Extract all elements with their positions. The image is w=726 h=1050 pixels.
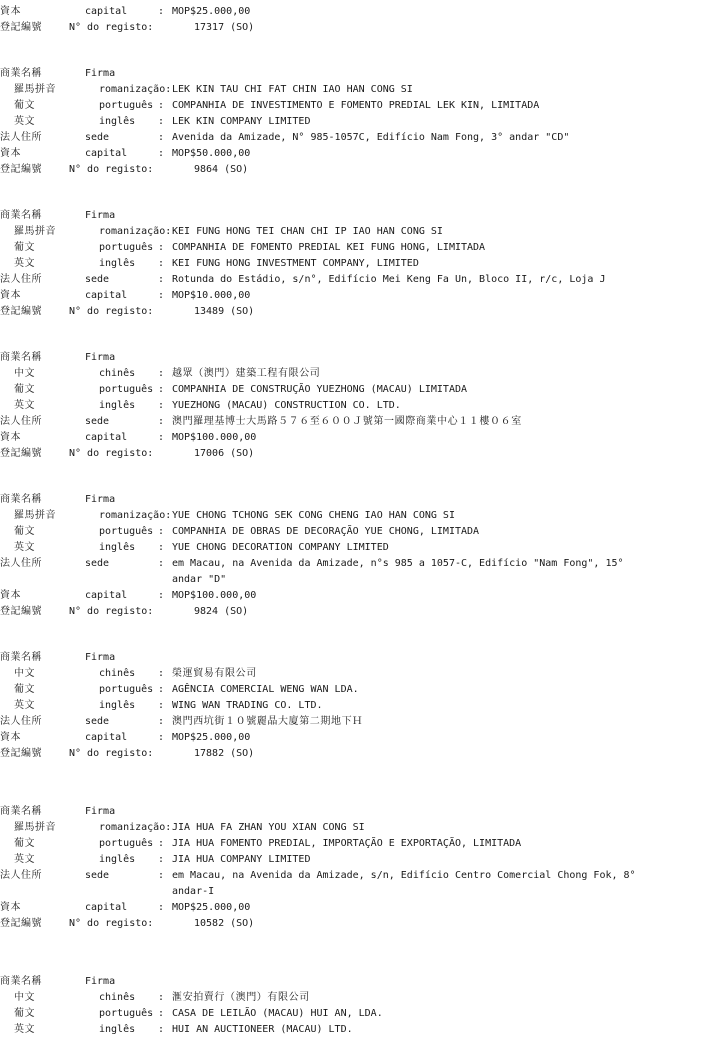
portugues-value: JIA HUA FOMENTO PREDIAL, IMPORTAÇÃO E EXPORTAÇÃO, LIMITADA <box>172 838 522 849</box>
portugues-label-cjk: 葡文 <box>14 1008 35 1019</box>
registo-label-cjk: 登記編號 <box>0 306 42 317</box>
colon: : <box>158 854 165 865</box>
romanizacao-label-cjk: 羅馬拼音 <box>14 226 56 237</box>
chines-row <box>0 990 726 1006</box>
colon: : <box>158 590 165 601</box>
sede-label: sede <box>85 274 110 285</box>
registo-row <box>0 446 726 462</box>
chines-label-cjk: 中文 <box>14 992 35 1003</box>
registo-label: N° do registo: <box>69 606 154 617</box>
chines-label: chinês <box>99 992 136 1003</box>
romanizacao-row <box>0 224 726 240</box>
firma-label: Firma <box>85 68 116 79</box>
capital-label: capital <box>85 590 128 601</box>
capital-value: MOP$25.000,00 <box>172 902 251 913</box>
firma-label: Firma <box>85 806 116 817</box>
ingles-value: LEK KIN COMPANY LIMITED <box>172 116 311 127</box>
chines-label: chinês <box>99 668 136 679</box>
capital-row <box>0 730 726 746</box>
portugues-label: português <box>99 242 154 253</box>
sede-value: Rotunda do Estádio, s/n°, Edifício Mei Keng Fa Un, Bloco II, r/c, Loja J <box>172 274 606 285</box>
sede-label: sede <box>85 870 110 881</box>
ingles-row <box>0 540 726 556</box>
capital-label-cjk: 資本 <box>0 590 21 601</box>
portugues-label: português <box>99 1008 154 1019</box>
colon: : <box>158 558 165 569</box>
firma-label-cjk: 商業名稱 <box>0 976 42 987</box>
sede-row <box>0 272 726 288</box>
capital-label: capital <box>85 902 128 913</box>
capital-label: capital <box>85 732 128 743</box>
registo-label: N° do registo: <box>69 22 154 33</box>
capital-row <box>0 900 726 916</box>
portugues-label: português <box>99 526 154 537</box>
romanizacao-value: JIA HUA FA ZHAN YOU XIAN CONG SI <box>172 822 365 833</box>
ingles-row <box>0 398 726 414</box>
ingles-row <box>0 114 726 130</box>
chines-label: chinês <box>99 368 136 379</box>
sede-row <box>0 556 726 572</box>
registo-value: 17006 (SO) <box>194 448 255 459</box>
ingles-value: YUEZHONG (MACAU) CONSTRUCTION CO. LTD. <box>172 400 401 411</box>
ingles-label: inglês <box>99 854 136 865</box>
colon: : <box>158 526 165 537</box>
company-entry <box>0 350 726 462</box>
colon: : <box>158 838 165 849</box>
colon: : <box>158 700 165 711</box>
firma-label-cjk: 商業名稱 <box>0 806 42 817</box>
portugues-value: COMPANHIA DE INVESTIMENTO E FOMENTO PREDIAL LEK KIN, LIMITADA <box>172 100 540 111</box>
chines-value: 榮運貿易有限公司 <box>172 668 257 679</box>
firma-label-cjk: 商業名稱 <box>0 210 42 221</box>
chines-label-cjk: 中文 <box>14 668 35 679</box>
portugues-row <box>0 240 726 256</box>
company-entry <box>0 208 726 320</box>
capital-row <box>0 288 726 304</box>
ingles-label-cjk: 英文 <box>14 258 35 269</box>
capital-label-cjk: 資本 <box>0 432 21 443</box>
chines-value: 越眾（澳門）建築工程有限公司 <box>172 368 321 379</box>
sede-label: sede <box>85 558 110 569</box>
capital-row <box>0 430 726 446</box>
ingles-label: inglês <box>99 116 136 127</box>
romanizacao-label-cjk: 羅馬拼音 <box>14 510 56 521</box>
portugues-label: português <box>99 838 154 849</box>
sede-label-cjk: 法人住所 <box>0 870 42 881</box>
ingles-row <box>0 852 726 868</box>
capital-label-cjk: 資本 <box>0 902 21 913</box>
sede-row <box>0 414 726 430</box>
portugues-value: CASA DE LEILÃO (MACAU) HUI AN, LDA. <box>172 1008 383 1019</box>
portugues-label-cjk: 葡文 <box>14 838 35 849</box>
portugues-value: COMPANHIA DE OBRAS DE DECORAÇÃO YUE CHONG, LIMITADA <box>172 526 480 537</box>
firma-row <box>0 350 726 366</box>
registo-value: 13489 (SO) <box>194 306 255 317</box>
firma-label-cjk: 商業名稱 <box>0 352 42 363</box>
capital-label: capital <box>85 432 128 443</box>
portugues-label-cjk: 葡文 <box>14 100 35 111</box>
firma-label-cjk: 商業名稱 <box>0 68 42 79</box>
sede-label: sede <box>85 132 110 143</box>
capital-value: MOP$25.000,00 <box>172 6 251 17</box>
colon: : <box>158 290 165 301</box>
registo-label-cjk: 登記編號 <box>0 448 42 459</box>
capital-label-cjk: 資本 <box>0 732 21 743</box>
capital-row <box>0 588 726 604</box>
chines-label-cjk: 中文 <box>14 368 35 379</box>
sede-label-cjk: 法人住所 <box>0 416 42 427</box>
sede-value-continuation: andar-I <box>172 886 215 897</box>
colon: : <box>158 668 165 679</box>
colon: : <box>158 992 165 1003</box>
capital-row <box>0 146 726 162</box>
sede-value: 澳門羅理基博士大馬路５７６至６００Ｊ號第一國際商業中心１１樓０６室 <box>172 416 522 427</box>
romanizacao-row <box>0 508 726 524</box>
colon: : <box>158 116 165 127</box>
registo-label: N° do registo: <box>69 448 154 459</box>
capital-value: MOP$100.000,00 <box>172 590 257 601</box>
colon: : <box>158 132 165 143</box>
registo-row <box>0 20 726 36</box>
ingles-label-cjk: 英文 <box>14 700 35 711</box>
portugues-row <box>0 98 726 114</box>
capital-row <box>0 4 726 20</box>
capital-label: capital <box>85 148 128 159</box>
capital-label-cjk: 資本 <box>0 6 21 17</box>
colon: : <box>158 400 165 411</box>
sede-label-cjk: 法人住所 <box>0 274 42 285</box>
capital-label-cjk: 資本 <box>0 290 21 301</box>
firma-row <box>0 492 726 508</box>
registo-label: N° do registo: <box>69 306 154 317</box>
registo-label: N° do registo: <box>69 164 154 175</box>
ingles-label: inglês <box>99 1024 136 1035</box>
ingles-row <box>0 256 726 272</box>
ingles-value: KEI FUNG HONG INVESTMENT COMPANY, LIMITED <box>172 258 419 269</box>
colon: : <box>158 902 165 913</box>
sede-row <box>0 130 726 146</box>
romanizacao-label: romanização: <box>99 510 172 521</box>
colon: : <box>158 148 165 159</box>
ingles-value: HUI AN AUCTIONEER (MACAU) LTD. <box>172 1024 353 1035</box>
colon: : <box>158 368 165 379</box>
ingles-label: inglês <box>99 700 136 711</box>
capital-value: MOP$50.000,00 <box>172 148 251 159</box>
sede-label-cjk: 法人住所 <box>0 716 42 727</box>
sede-label: sede <box>85 416 110 427</box>
ingles-label-cjk: 英文 <box>14 542 35 553</box>
sede-value-continuation: andar "D" <box>172 574 227 585</box>
portugues-label: português <box>99 684 154 695</box>
sede-label: sede <box>85 716 110 727</box>
sede-label-cjk: 法人住所 <box>0 132 42 143</box>
sede-continuation-row <box>0 572 726 588</box>
registo-label-cjk: 登記編號 <box>0 606 42 617</box>
firma-label: Firma <box>85 976 116 987</box>
registo-value: 17882 (SO) <box>194 748 255 759</box>
portugues-label-cjk: 葡文 <box>14 384 35 395</box>
sede-row <box>0 714 726 730</box>
registo-row <box>0 304 726 320</box>
sede-label-cjk: 法人住所 <box>0 558 42 569</box>
firma-label-cjk: 商業名稱 <box>0 494 42 505</box>
romanizacao-label: romanização: <box>99 84 172 95</box>
colon: : <box>158 100 165 111</box>
registo-value: 9864 (SO) <box>194 164 249 175</box>
ingles-label: inglês <box>99 400 136 411</box>
portugues-label-cjk: 葡文 <box>14 684 35 695</box>
chines-value: 滙安拍賣行（澳門）有限公司 <box>172 992 310 1003</box>
chines-row <box>0 366 726 382</box>
capital-label: capital <box>85 290 128 301</box>
romanizacao-row <box>0 820 726 836</box>
capital-value: MOP$100.000,00 <box>172 432 257 443</box>
company-entry <box>0 492 726 620</box>
portugues-value: COMPANHIA DE CONSTRUÇÃO YUEZHONG (MACAU) LIMITADA <box>172 384 468 395</box>
registo-row <box>0 604 726 620</box>
registo-label-cjk: 登記編號 <box>0 748 42 759</box>
capital-value: MOP$10.000,00 <box>172 290 251 301</box>
firma-label: Firma <box>85 652 116 663</box>
romanizacao-label-cjk: 羅馬拼音 <box>14 84 56 95</box>
capital-value: MOP$25.000,00 <box>172 732 251 743</box>
ingles-label-cjk: 英文 <box>14 400 35 411</box>
portugues-row <box>0 1006 726 1022</box>
registo-value: 10582 (SO) <box>194 918 255 929</box>
ingles-value: YUE CHONG DECORATION COMPANY LIMITED <box>172 542 389 553</box>
registo-value: 9824 (SO) <box>194 606 249 617</box>
registo-label-cjk: 登記編號 <box>0 22 42 33</box>
firma-label: Firma <box>85 494 116 505</box>
registo-label: N° do registo: <box>69 918 154 929</box>
colon: : <box>158 684 165 695</box>
registo-value: 17317 (SO) <box>194 22 255 33</box>
romanizacao-label: romanização: <box>99 226 172 237</box>
company-entry <box>0 650 726 762</box>
company-entry <box>0 66 726 178</box>
portugues-label-cjk: 葡文 <box>14 526 35 537</box>
colon: : <box>158 416 165 427</box>
firma-label-cjk: 商業名稱 <box>0 652 42 663</box>
colon: : <box>158 542 165 553</box>
capital-label-cjk: 資本 <box>0 148 21 159</box>
portugues-row <box>0 382 726 398</box>
registry-page <box>0 4 726 1038</box>
firma-row <box>0 650 726 666</box>
portugues-label: português <box>99 384 154 395</box>
colon: : <box>158 1008 165 1019</box>
chines-row <box>0 666 726 682</box>
colon: : <box>158 1024 165 1035</box>
sede-value: em Macau, na Avenida da Amizade, s/n, Edifício Centro Comercial Chong Fok, 8° <box>172 870 636 881</box>
colon: : <box>158 716 165 727</box>
registo-row <box>0 746 726 762</box>
ingles-label: inglês <box>99 542 136 553</box>
colon: : <box>158 242 165 253</box>
sede-value: Avenida da Amizade, N° 985-1057C, Edifício Nam Fong, 3° andar "CD" <box>172 132 570 143</box>
firma-row <box>0 974 726 990</box>
colon: : <box>158 384 165 395</box>
company-entry <box>0 974 726 1038</box>
firma-label: Firma <box>85 352 116 363</box>
ingles-label-cjk: 英文 <box>14 1024 35 1035</box>
sede-row <box>0 868 726 884</box>
ingles-label: inglês <box>99 258 136 269</box>
firma-row <box>0 804 726 820</box>
ingles-row <box>0 1022 726 1038</box>
ingles-row <box>0 698 726 714</box>
portugues-row <box>0 836 726 852</box>
registo-row <box>0 916 726 932</box>
portugues-row <box>0 682 726 698</box>
sede-value: em Macau, na Avenida da Amizade, n°s 985 a 1057-C, Edifício "Nam Fong", 15° <box>172 558 624 569</box>
colon: : <box>158 258 165 269</box>
colon: : <box>158 732 165 743</box>
portugues-label: português <box>99 100 154 111</box>
romanizacao-value: KEI FUNG HONG TEI CHAN CHI IP IAO HAN CONG SI <box>172 226 443 237</box>
firma-label: Firma <box>85 210 116 221</box>
sede-value: 澳門西坑街１０號麗晶大廈第二期地下Ｈ <box>172 716 363 727</box>
registo-label-cjk: 登記編號 <box>0 164 42 175</box>
colon: : <box>158 432 165 443</box>
romanizacao-value: YUE CHONG TCHONG SEK CONG CHENG IAO HAN CONG SI <box>172 510 455 521</box>
portugues-label-cjk: 葡文 <box>14 242 35 253</box>
registo-label: N° do registo: <box>69 748 154 759</box>
romanizacao-label: romanização: <box>99 822 172 833</box>
capital-label: capital <box>85 6 128 17</box>
registo-label-cjk: 登記編號 <box>0 918 42 929</box>
colon: : <box>158 6 165 17</box>
firma-row <box>0 66 726 82</box>
romanizacao-value: LEK KIN TAU CHI FAT CHIN IAO HAN CONG SI <box>172 84 413 95</box>
romanizacao-label-cjk: 羅馬拼音 <box>14 822 56 833</box>
ingles-value: WING WAN TRADING CO. LTD. <box>172 700 323 711</box>
colon: : <box>158 274 165 285</box>
romanizacao-row <box>0 82 726 98</box>
sede-continuation-row <box>0 884 726 900</box>
portugues-value: AGÊNCIA COMERCIAL WENG WAN LDA. <box>172 684 359 695</box>
ingles-label-cjk: 英文 <box>14 854 35 865</box>
colon: : <box>158 870 165 881</box>
ingles-label-cjk: 英文 <box>14 116 35 127</box>
registo-row <box>0 162 726 178</box>
portugues-value: COMPANHIA DE FOMENTO PREDIAL KEI FUNG HONG, LIMITADA <box>172 242 486 253</box>
firma-row <box>0 208 726 224</box>
ingles-value: JIA HUA COMPANY LIMITED <box>172 854 311 865</box>
portugues-row <box>0 524 726 540</box>
company-entry <box>0 804 726 932</box>
